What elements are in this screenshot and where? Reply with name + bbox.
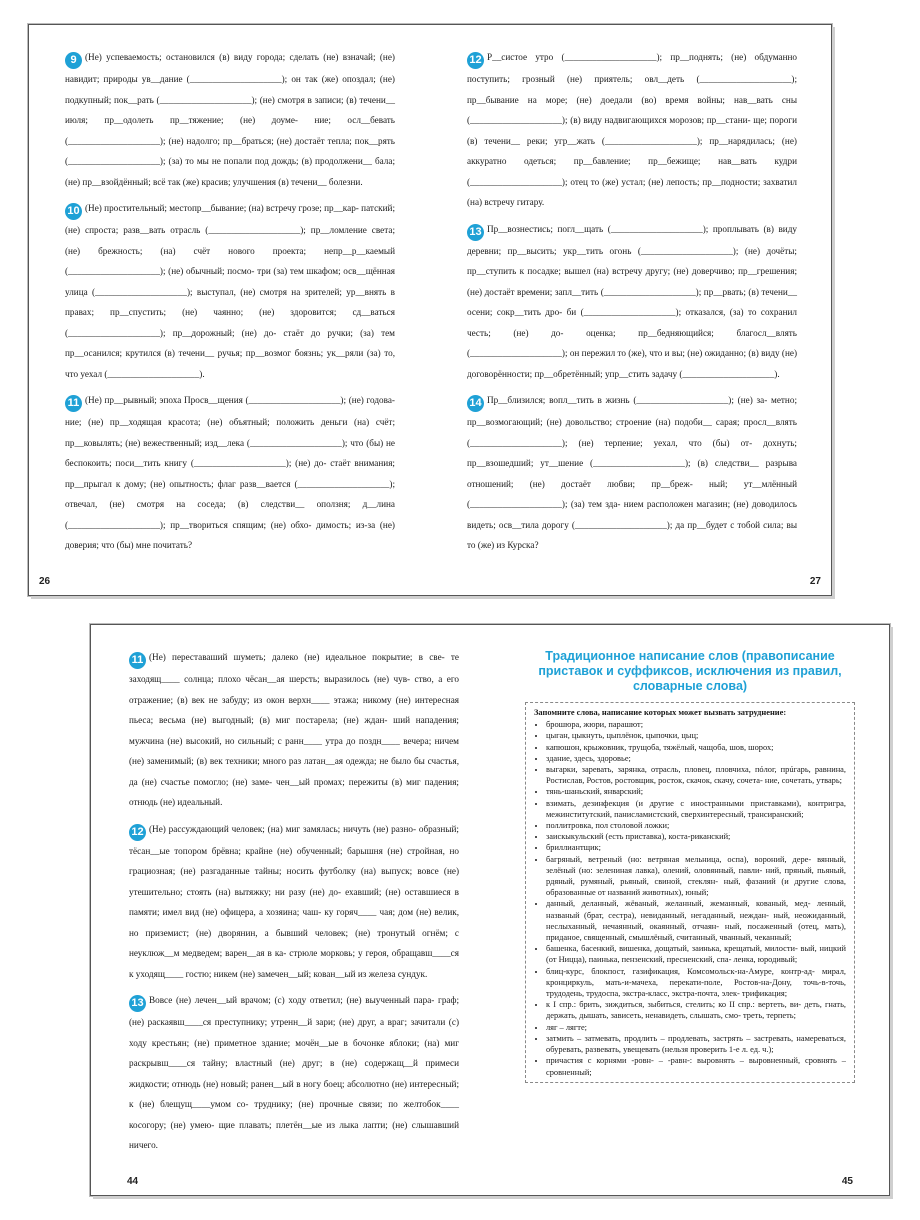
exercise-number-badge: 13 <box>129 995 146 1012</box>
rule-intro: Запомните слова, написание которых может вызвать затруднение: <box>534 708 787 717</box>
exercise-number-badge: 9 <box>65 52 82 69</box>
list-item: • причастия с корнями -ровн- – -равн-: выровнять – выровненный, сровнять – сровненный; <box>546 1055 846 1077</box>
exercise-number-badge: 10 <box>65 203 82 220</box>
exercise-text: (Не) успеваемость; остановился (в) виду города; сделать (не) взначай; (не) навидит; природы ув__дание (____________________); он так (же) опоздал; (не) подкупный; пок__рать (____________________); (не) смотря в записи; (в) течени__ июля; пр__одолеть пр__тяжение; (не) доуме- ние; осл__бевать (____________________); (не) надолго; пр__браться; (не) достаёт тепла; пок__рять (____________________); (за) то мы не попали под дождь; (в) продолжени__ бала; (не) пр__взойдённый; всё так (же) красив; улучшения (в) течени__ болезни. <box>65 52 395 187</box>
exercise-13 <box>129 990 459 1156</box>
exercise-text: (Не) пр__рывный; эпоха Просв__щения (____________________); (не) годова- ние; (не) пр__ходящая красота; (не) объятный; положить деньги (на) счёт; пр__ковылять; (не) вежественный; изд__лека (____________________); что (бы) не беспокоить; поси__тить книгу (____________________); (не) до- стаёт внимания; пр__прыгал к дому; (не) опытность; флаг разв__вается (____________________); отвечал, (не) смотря на соседа; (в) следстви__ оползня; д__лина (____________________); пр__твориться спящим; (не) обхо- димость; из-за (не) доверия; что (бы) мне почитать? <box>65 395 395 550</box>
page-44-content <box>129 647 459 1162</box>
list-item: • затмить – затмевать, продлить – продлевать, застрять – застревать, намереваться, обуревать, развевать, увещевать (нельзя проверить 1-е л. ед. ч.); <box>546 1033 846 1055</box>
section-heading: Традиционное написание слов (правописание приставок и суффиксов, исключения из правил, словарные слова) <box>538 649 842 693</box>
page-45-content <box>525 647 855 1083</box>
book-spread-top <box>28 24 832 596</box>
list-item: • брошюра, жюри, парашют; <box>546 719 846 730</box>
exercise-11 <box>129 647 459 813</box>
list-item: • здание, здесь, здоровье; <box>546 753 846 764</box>
exercise-number-badge: 11 <box>65 395 82 412</box>
exercise-number-badge: 12 <box>467 52 484 69</box>
list-item: • багряный, ветреный (но: ветряная мельница, оспа), вороний, дере- вянный, зелёный (но: зелениная лавка), олений, оловянный, павли- ний, пряный, пьяный, рдяный, румяный, рьяный, свиной, стеклян- ный, фазаний (и другие слова, образованные от названий животных), юный; <box>546 854 846 899</box>
exercise-text: Р__систое утро (____________________); пр__поднять; (не) обдуманно поступить; грозный (не) приятель; овл__деть (____________________); пр__бывание на море; (не) доедали (во) время войны; нав__вать сны (____________________); (в) виду надвигающихся морозов; пр__стани- ще; пороги (в) течени__ реки; угр__жать (____________________); пр__нарядилась; (не) аккуратно одеться; пр__бавление; пр__бежище; нав__вать кудри (____________________); отец то (же) устал; (не) лепость; пр__подности; захватил (на) встречу гитару. <box>467 52 797 207</box>
exercise-text: (Не) переставаший шуметь; далеко (не) идеальное покрытие; в све- те заходящ____ солнца; плохо чёсан__ая шерсть; выразилось (не) чув- ство, а его отражение; (в) век не забуду; из окон верхн____ этажа; никому (не) интересная пьеса; весьма (не) выгодный; (в) миг постарела; (не) ждан- ший нападения; мужчина (не) высокий, но сильный; с ранн____ утра до поздн____ вечера; ничем (не) заменимый; (в) век техники; много раз латан__ая одежда; не было бы счастья, да (не) счастье помогло; (не) заме- чен__ый промах; пережиты (в) миг падения; отнюдь (не) идеальный. <box>129 652 459 807</box>
list-item: • капюшон, крыжовник, трущоба, тяжёлый, чащоба, шов, шорох; <box>546 742 846 753</box>
exercise-10 <box>65 198 395 384</box>
list-item: • бриллиантщик; <box>546 842 846 853</box>
page-number-left: 26 <box>39 576 51 587</box>
list-item: • данный, деланный, жёваный, желанный, жеманный, кованый, мед- ленный, названый (брат, сестра), невиданный, негаданный, неждан- ный, неожиданный, неслыханный, нечаянный, окаянный, отчаян- ный, посаженный (отец, мать), приданое, священный, смышлёный, считанный, чванный, чеканный; <box>546 898 846 943</box>
list-item: • взимать, дезинфекция (и другие с иностранными приставками), контригра, межинститутский, панисламистский, сверхинтересный, трансиранский; <box>546 798 846 820</box>
exercise-14 <box>467 390 797 556</box>
rule-box <box>525 702 855 1083</box>
exercise-text: Вовсе (не) лечен__ый врачом; (с) ходу ответил; (не) выученный пара- граф; (не) раскаявш____ся преступнику; утренн__й зари; (не) друг, а враг; зачитали (с) ходу крестьян; (не) приметное здание; мочён__ые в бочонке яблоки; (на) миг раскрывш____ся тайну; властный (не) друг; в (не) содержащ__й примеси жидкости; отнюдь (не) новый; ранен__ый в ногу боец; абсолютно (не) интересный; к (не) блещущ____умом со- труднику; (не) прочные связи; по желтобок____ косогору; (не) умею- щие плавать; плетён__ые из лыка лапти; (не) слышавший ничего. <box>129 995 459 1150</box>
page-26-content <box>65 47 395 562</box>
list-item: • поллитровка, пол столовой ложки; <box>546 820 846 831</box>
exercise-text: (Не) рассуждающий человек; (на) миг замялась; ничуть (не) разно- образный; тёсан__ые топором брёвна; крайне (не) обученный; барышня (не) стройная, но грациозная; (не) разгаданные тайны; носить футболку (на) выпуск; вовсе (не) утешительно; стоять (на) вытяжку; ни разу (не) до- ехавший; (не) оставшиеся в памяти; имел вид (не) офицера, а хозяина; чаш- ку горяч____ чая; дом (не) велик, но приземист; (не) дворянин, а бывший человек; (не) тронутый огнём; с неуклюж__м медведем; варен__ая в ка- стрюле морковь; у героя, обращавш____ся к уходящ____ гостю; никем (не) замечен__ый; кован__ый из железа сундук. <box>129 823 459 979</box>
exercise-11 <box>65 390 395 556</box>
exercise-9 <box>65 47 395 192</box>
list-item: • заискыкульский (есть приставка), коста-риканский; <box>546 831 846 842</box>
exercise-number-badge: 13 <box>467 224 484 241</box>
exercise-13 <box>467 219 797 385</box>
exercise-text: (Не) простительный; местопр__бывание; (на) встречу грозе; пр__кар- патский; (не) спроста; разв__вать отрасль (____________________); пр__ломление света; (не) брежность; (на) счёт нового проекта; непр__р__каемый (____________________); (не) обычный; посмо- три (за) тем шкафом; осв__щённая улица (____________________); выступал, (не) смотря на зрителей; ур__внять в правах; пр__спустить; (не) чаянно; (не) здоровится; сд__ваться (____________________); пр__дорожный; (не) до- стаёт до ручки; (за) тем пр__осанился; крутился (в) течени__ ручья; пр__возмог боязнь; ук__ряли (за) то, что уехал (____________________). <box>65 203 395 379</box>
exercise-number-badge: 14 <box>467 395 484 412</box>
list-item: • выгарки, заревать, зарянка, отрасль, пловец, пловчиха, пóлог, прúгарь, равнина, Ростислав, Ростов, ростовщик, росток, скачок, скачу, сочета- ние, сочетать, утварь; <box>546 764 846 786</box>
book-spread-bottom <box>90 624 890 1196</box>
exercise-12 <box>467 47 797 213</box>
exercise-12 <box>129 819 459 985</box>
list-item: • тянь-шаньский, январский; <box>546 786 846 797</box>
list-item: • цыган, цыкнуть, цыплёнок, цыпочки, цыц; <box>546 730 846 741</box>
exercise-number-badge: 12 <box>129 824 146 841</box>
page-number-right: 45 <box>841 1176 853 1187</box>
list-item: • ляг – лягте; <box>546 1022 846 1033</box>
exercise-text: Пр__вознестись; погл__щать (____________________); проплывать (в) виду деревни; пр__высить; укр__тить огонь (____________________); (не) дочёты; пр__ступить к посадке; вышел (на) встречу другу; (не) доверчиво; пр__грешения; (не) достаёт времени; запл__тить (____________________); пр__рвать; (в) течени__ осени; сокр__тить дро- би (____________________); отказался, (за) то сохранил честь; (не) до- оценка; пр__бедняющийся; благосл__влять (____________________); он пережил то (же), что и вы; (не) ожиданно; (в) виду (не) договорённости; пр__обретённый; упр__стить задачу (____________________). <box>467 223 797 379</box>
list-item: • к I спр.: брить, зиждиться, зыбиться, стелить; ко II спр.: вертеть, ви- деть, гнать, держать, дышать, зависеть, ненавидеть, слышать, смо- треть, терпеть; <box>546 999 846 1021</box>
list-item: • блиц-курс, блокпост, газификация, Комсомольск-на-Амуре, контр-ад- мирал, кронциркуль, мать-и-мачеха, перекати-поле, Ростов-на-Дону, точь-в-точь, трудодень, трудоспа, экстра-класс, экстра-почта, элек- трификация; <box>546 966 846 1000</box>
rule-list <box>534 719 846 1078</box>
page-27-content <box>467 47 797 562</box>
page-number-left: 44 <box>127 1176 139 1187</box>
list-item: • башенка, басенкий, вишенка, дощатый, заинька, крещатый, милости- вый, ницкий (от Ницца), паинька, пензенский, пресненский, спа- ленка, юродивый; <box>546 943 846 965</box>
exercise-number-badge: 11 <box>129 652 146 669</box>
page-number-right: 27 <box>809 576 821 587</box>
exercise-text: Пр__близился; вопл__тить в жизнь (____________________); (не) за- метно; пр__возмогающий; (не) довольство; строение (на) подоби__ сарая; просл__влять (____________________); (не) терпение; уехал, что (бы) от- дохнуть; пр__взошедший; ут__шение (____________________); (в) следстви__ разрыва отношений; (не) достаёт любви; пр__бреж- ный; ут__млённый (____________________); (за) тем зда- нием расположен магазин; (не) доводилось видеть; осв__тила дорогу (____________________); да пр__будет с тобой сила; вы то (же) из Курска? <box>467 395 797 550</box>
